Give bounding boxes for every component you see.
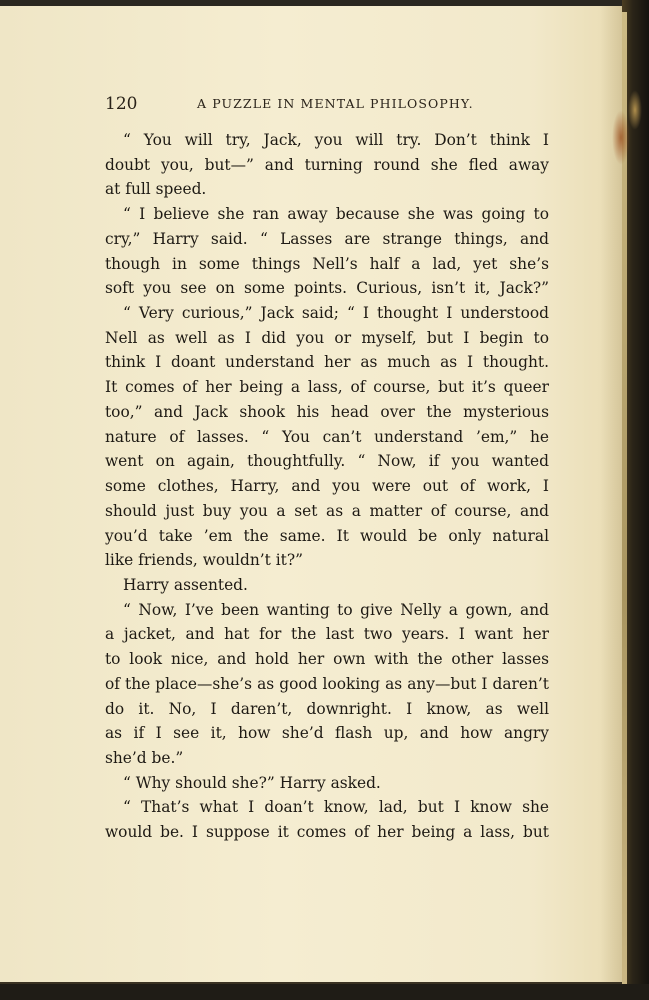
text-line: she’d be.” [105,748,184,767]
running-title: A PUZZLE IN MENTAL PHILOSOPHY. [197,96,474,111]
text-line: at full speed. [105,180,207,199]
text-line: went on again, thoughtfully. “ Now, if you wanted [105,452,549,471]
text-line: though in some things Nell’s half a lad, yet she’s [105,254,549,273]
text-line: would be. I suppose it comes of her being a lass, but [105,823,549,842]
text-line: doubt you, but—” and turning round she fled away [105,155,549,174]
text-line: a jacket, and hat for the last two years. I want her [105,625,549,644]
page-header [105,94,549,116]
text-line: like friends, wouldn’t it?” [105,551,303,570]
text-line: “ Why should she?” Harry asked. [123,773,381,792]
text-line: “ Now, I’ve been wanting to give Nelly a gown, and [123,600,549,619]
text-line: should just buy you a set as a matter of course, and [105,501,549,520]
text-line: some clothes, Harry, and you were out of work, I [105,477,549,496]
text-line: soft you see on some points. Curious, isn’t it, Jack?” [105,279,549,298]
text-line: you’d take ’em the same. It would be only natural [105,526,549,545]
text-line: nature of lasses. “ You can’t understand ’em,” he [105,427,549,446]
text-line: “ You will try, Jack, you will try. Don’t think I [123,131,549,149]
text-line: “ Very curious,” Jack said; “ I thought I understood [123,304,549,323]
text-line: as if I see it, how she’d flash up, and how angry [105,724,549,743]
page-number: 120 [105,94,138,114]
text-line: cry,” Harry said. “ Lasses are strange things, and [105,229,549,248]
text-line: Harry assented. [123,575,248,594]
text-line: of the place—she’s as good looking as any—but I daren’t [105,674,549,693]
text-line: Nell as well as I did you or myself, but I begin to [105,328,549,347]
spine-highlight [628,90,642,130]
text-line: too,” and Jack shook his head over the mysterious [105,402,549,421]
text-line: “ I believe she ran away because she was going to [123,205,549,224]
text-line: do it. No, I daren’t, downright. I know, as well [105,699,549,718]
book-bottom-edge [0,984,649,1000]
body-text [105,128,549,845]
text-line: “ That’s what I doan’t know, lad, but I know she [123,798,549,817]
text-line: think I doant understand her as much as I thought. [105,353,549,372]
text-line: It comes of her being a lass, of course, but it’s queer [105,378,549,397]
text-line: to look nice, and hold her own with the other lasses [105,650,549,669]
